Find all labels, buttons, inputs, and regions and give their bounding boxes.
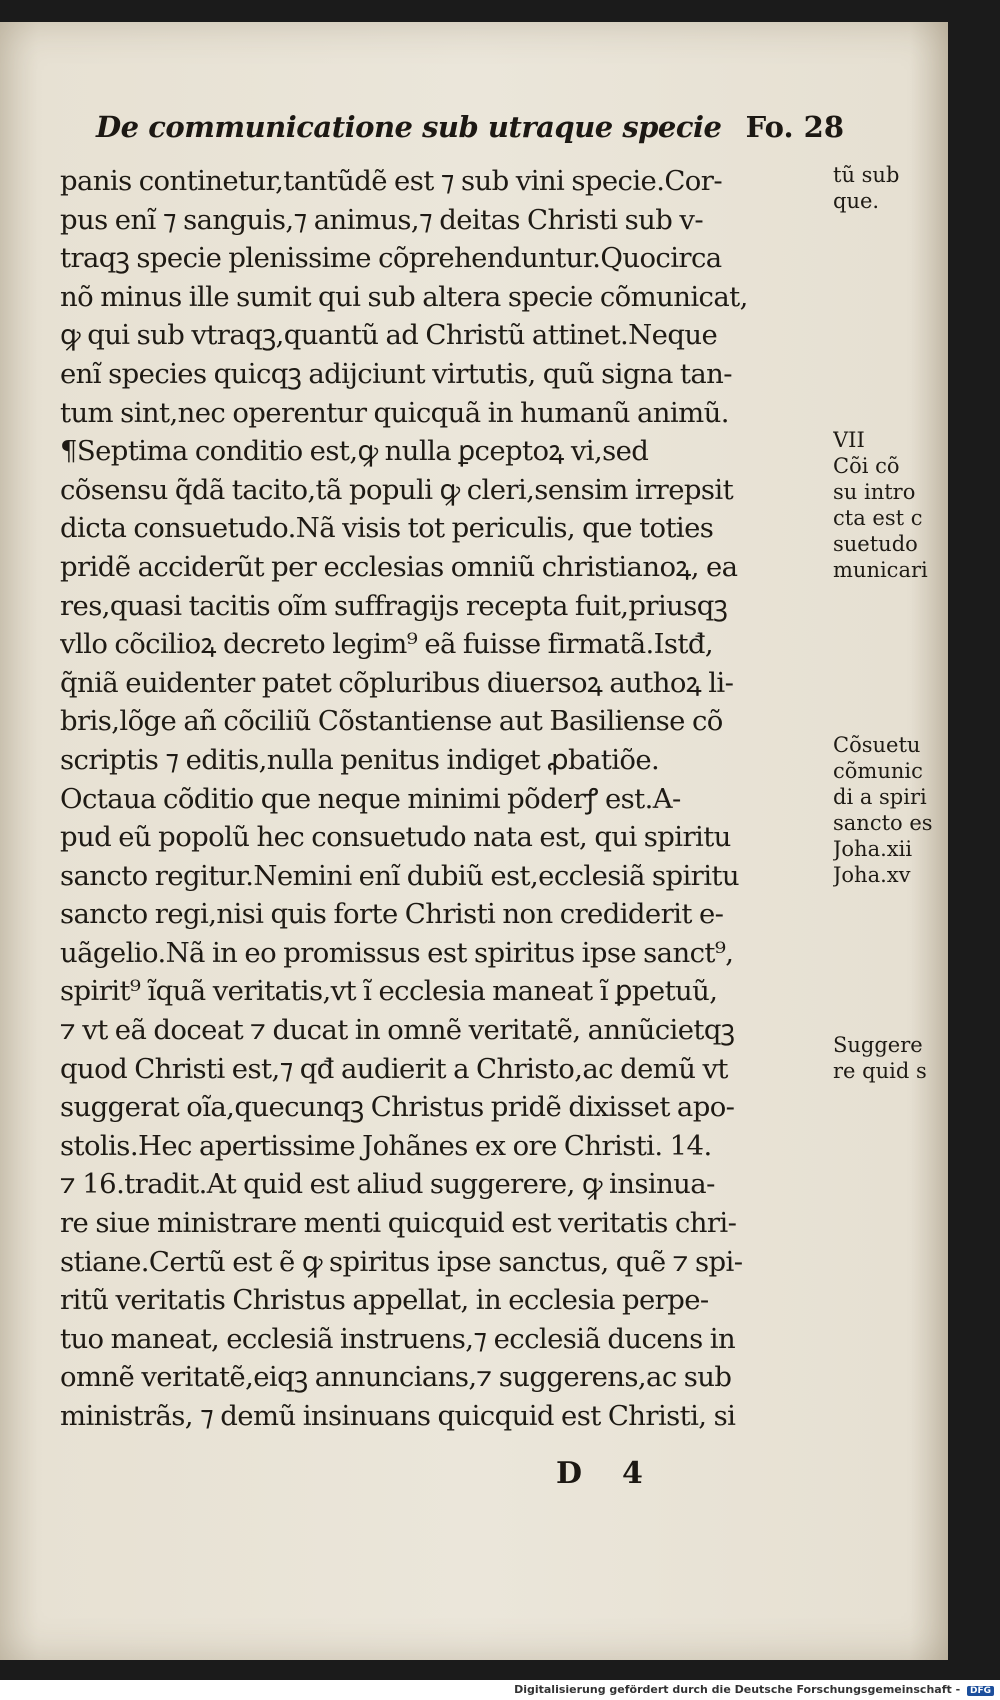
text-line: scriptis ⁊ editis,nulla penitus indiget ꝓbatiõe. <box>60 743 660 776</box>
text-line: q̃niã euidenter patet cõpluribus diuersoꝝ authoꝝ li- <box>60 666 734 699</box>
text-line: ꝙ qui sub vtraqꝫ,quantũ ad Christũ attinet.Neque <box>60 319 718 352</box>
text-line: ritũ veritatis Christus appellat, in ecclesia perpe- <box>60 1284 709 1317</box>
margin-note <box>833 732 933 888</box>
margin-note-line: cta est c <box>833 506 923 530</box>
margin-note-line: Cõi cõ <box>833 454 900 478</box>
margin-note-line: que. <box>833 189 880 213</box>
text-line: omnẽ veritatẽ,eiqꝫ annuncians,⁊ suggerens,ac sub <box>60 1361 732 1394</box>
text-line: bris,lõge añ cõciliũ Cõstantiense aut Basiliense cõ <box>60 705 723 738</box>
margin-note-line: di a spiri <box>833 785 927 809</box>
margin-note-line: cõmunic <box>833 759 923 783</box>
book-page <box>0 22 948 1660</box>
text-line: tum sint,nec operentur quicquã in humanũ animũ. <box>60 396 729 429</box>
running-head <box>96 110 856 150</box>
running-title: De communicatione sub utraque specie <box>96 110 722 144</box>
text-line: ⁊ 16.tradit.At quid est aliud suggerere, ꝙ insinua- <box>60 1168 715 1201</box>
margin-note-line: municari <box>833 558 928 582</box>
text-line: Octaua cõditio que neque minimi põderꝭ est.A- <box>60 782 681 815</box>
text-line: cõsensu q̃dã tacito,tã populi ꝙ cleri,sensim irrepsit <box>60 473 734 506</box>
footer-credit <box>514 1683 994 1696</box>
margin-note <box>833 1032 927 1084</box>
text-line: tuo maneat, ecclesiã instruens,⁊ ecclesiã ducens in <box>60 1322 736 1355</box>
text-line: sancto regi,nisi quis forte Christi non crediderit e- <box>60 898 724 931</box>
margin-note-line: re quid s <box>833 1059 927 1083</box>
margin-notes <box>833 162 948 1282</box>
text-line: panis continetur,tantũdẽ est ⁊ sub vini specie.Cor- <box>60 165 723 197</box>
text-line: stolis.Hec apertissime Johãnes ex ore Christi. 14. <box>60 1129 712 1162</box>
main-text-block <box>60 162 850 1436</box>
margin-note <box>833 427 928 583</box>
text-line: vllo cõcilioꝝ decreto legim⁹ eã fuisse firmatã.Istđ, <box>60 628 714 661</box>
text-line: ¶Septima conditio est,ꝙ nulla ꝑceptoꝝ vi,sed <box>60 435 649 468</box>
text-line: res,quasi tacitis oĩm suffragijs recepta fuit,priusqꝫ <box>60 589 728 622</box>
margin-note-line: Cõsuetu <box>833 733 921 757</box>
margin-note <box>833 162 899 214</box>
margin-note-line: sancto es <box>833 811 933 835</box>
text-line: nõ minus ille sumit qui sub altera specie cõmunicat, <box>60 280 748 313</box>
text-line: suggerat oĩa,quecunqꝫ Christus pridẽ dixisset apo- <box>60 1091 735 1124</box>
text-line: pridẽ acciderũt per ecclesias omniũ christianoꝝ, ea <box>60 550 738 583</box>
margin-note-line: suetudo <box>833 532 918 556</box>
dfg-logo: DFG <box>967 1686 994 1696</box>
text-line: enĩ species quicqꝫ adijciunt virtutis, quũ signa tan- <box>60 357 732 390</box>
margin-note-line: su intro <box>833 480 916 504</box>
text-line: sancto regitur.Nemini enĩ dubiũ est,ecclesiã spiritu <box>60 859 739 892</box>
margin-note-line: tũ sub <box>833 163 900 187</box>
text-line: ministrãs, ⁊ demũ insinuans quicquid est Christi, si <box>60 1400 736 1432</box>
signature-letter: D <box>556 1456 583 1491</box>
text-line: uãgelio.Nã in eo promissus est spiritus ipse sanct⁹, <box>60 936 734 969</box>
footer-credit-text: Digitalisierung gefördert durch die Deutsche Forschungsgemeinschaft - <box>514 1683 961 1696</box>
margin-note-line: Suggere <box>833 1033 923 1057</box>
text-line: traqꝫ specie plenissime cõprehenduntur.Quocirca <box>60 242 722 275</box>
text-line: dicta consuetudo.Nã visis tot periculis, que toties <box>60 512 714 545</box>
signature-mark <box>556 1456 683 1491</box>
margin-note-line: Joha.xii <box>833 837 913 861</box>
text-line: ⁊ vt eã doceat ⁊ ducat in omnẽ veritatẽ, annũcietqꝫ <box>60 1014 735 1047</box>
text-line: re siue ministrare menti quicquid est veritatis chri- <box>60 1207 737 1240</box>
signature-number: 4 <box>622 1456 643 1491</box>
margin-note-line: VII <box>833 428 865 452</box>
margin-note-line: Joha.xv <box>833 863 911 887</box>
text-line: stiane.Certũ est ẽ ꝙ spiritus ipse sanctus, quẽ ⁊ spi- <box>60 1245 743 1278</box>
folio-number: Fo. 28 <box>745 110 844 144</box>
text-line: pud eũ popolũ hec consuetudo nata est, qui spiritu <box>60 821 731 854</box>
text-line: quod Christi est,⁊ qđ audierit a Christo,ac demũ vt <box>60 1052 728 1085</box>
text-line: spirit⁹ ĩquã veritatis,vt ĩ ecclesia maneat ĩ ꝑpetuũ, <box>60 975 718 1008</box>
text-line: pus enĩ ⁊ sanguis,⁊ animus,⁊ deitas Christi sub v- <box>60 203 704 236</box>
